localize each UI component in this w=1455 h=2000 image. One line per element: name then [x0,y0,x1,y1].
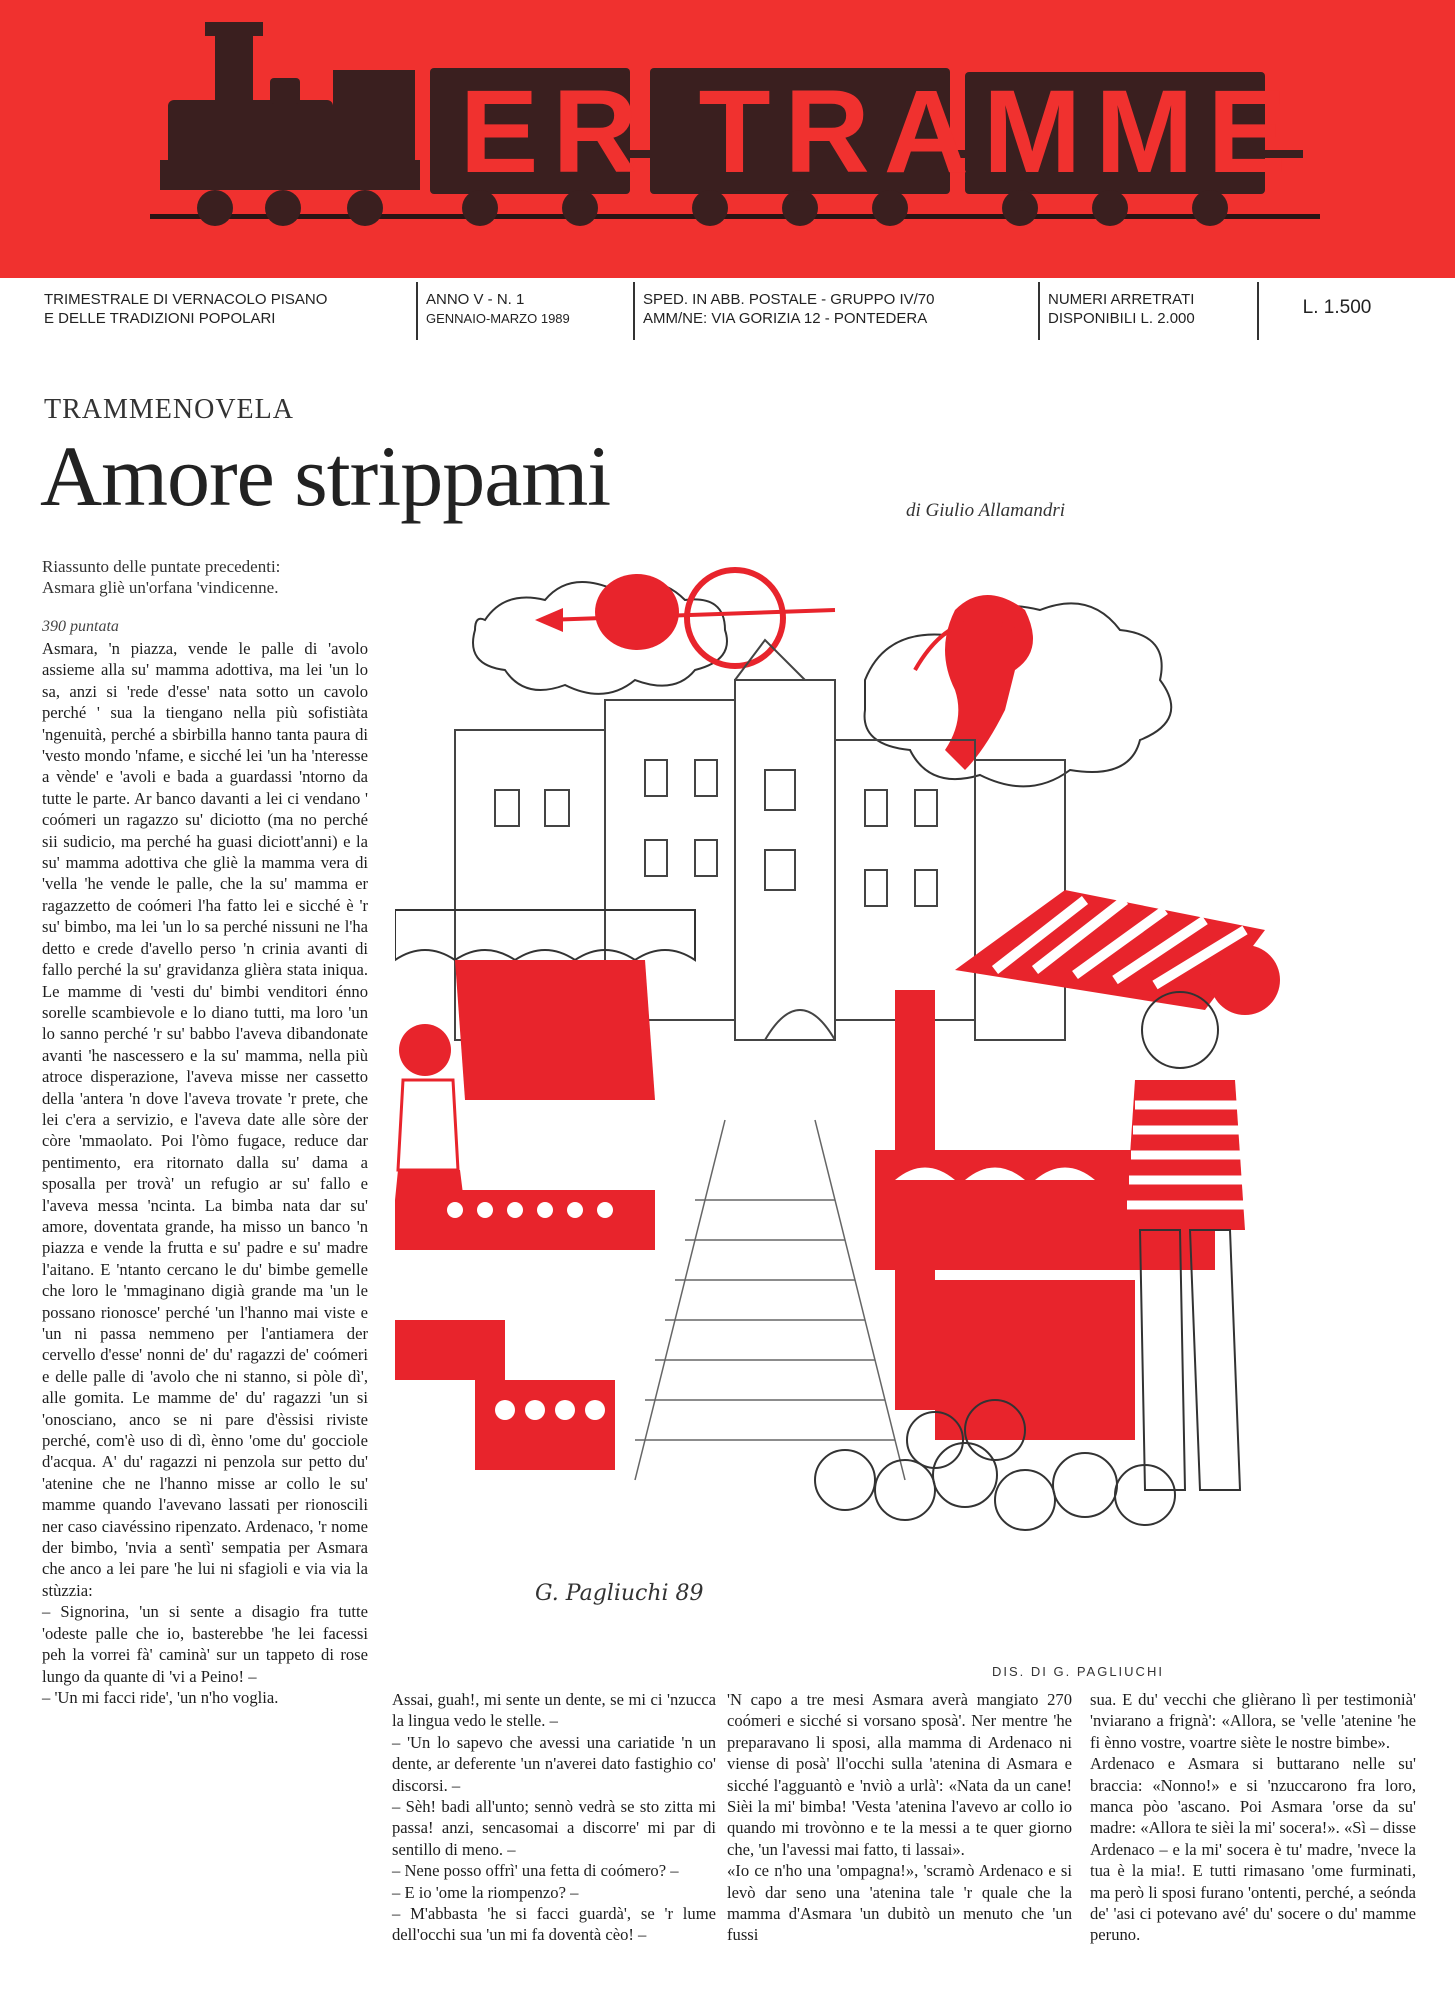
info-issue: ANNO V - N. 1 GENNAIO-MARZO 1989 [418,282,635,340]
locomotive-icon [160,22,420,226]
episode-number: 390 puntata [42,618,119,635]
article-summary: Riassunto delle puntate precedenti: Asmara gliè un'orfana 'vindicenne. [42,557,281,597]
article-column-2: Assai, guah!, mi sente un dente, se mi ci 'nzucca la lingua vedo le stelle. – – 'Un lo sapevo che avessi una cariatide 'n un dente, ar deferente 'un n'averei dato fastighio co' discorsi. – – Sèh! badi all'unto; sennò vedrà se sto zitta mi passa! anzi, sencasomai a discorre' mi par di sentillo di meno. – – Nene posso offrì' una fetta di coómero? – – E io 'ome la riompenzo? – – M'abbasta 'he si facci guardà', se 'r lume dell'occhi sua 'un mi fa doventà cèo! – [392,1690,716,1945]
hamburger-icon [595,574,679,650]
svg-text:ER TRAMME: ER TRAMME [459,66,1301,198]
info-bar [40,282,1415,340]
svg-text:G. Pagliuchi 89: G. Pagliuchi 89 [535,1581,704,1606]
article-column-3: 'N capo a tre mesi Asmara averà mangiato 270 coómeri e sicché si vorsano sposà'. Ner mentre 'he preparavano li sposi, alla mamma di Ardenaco ni viense di posà' ll'occhi sulla 'atenina di Asmara e sicché l'agguantò e 'nviò a urlà': «Nata da un cane! Sièi la mi' bimba! 'Vesta 'atenina l'avevo ar collo io quando mi trovònno e te la messi a te quer giorno che, 'un l'avessi mai fatto, ti lassai». «Io ce n'ho una 'ompagna!», 'scramò Ardenaco e si levò dar seno una 'atenina tale 'r quale che la mamma d'Asmara 'un dubitò un menuto che 'un fussi [727,1690,1072,1945]
article-byline: di Giulio Allamandri [906,500,1066,521]
article-column-1: Asmara, 'n piazza, vende le palle di 'avolo assieme alla su' mamma adottiva, ma lei 'un lo sa, anzi si 'rede d'esse' nata sotto un cavolo perché ' sua la tiengano nella più sofistiàta 'ngenuità, perché a sbirbilla hanno tanta paura di 'vesto mondo 'nfame, e sicché lei 'un ha 'nteresse a vènde' e 'avoli e bada a guardassi 'ntorno da tutte le parte. Ar banco davanti a lei ci vendano ' coómeri un ragazzo su' diciotto (ma no perché sii sudicio, ma perché ha guasi diciott'anni) e la su' mamma adottiva che gliè la mamma vera di 'vella 'he vende le palle, che la su' mamma er ragazzetto de coómeri l'ha fatto lei e sicché è 'r su' bimbo, ma lei 'un lo sa perché nissuni ne l'ha detto e crede d'avello perso 'n crinia avanti di fallo perché la su' gravidanza glièra stata iniqua. Le mamme di 'vesti du' bimbi venditori énno sorelle scambievole e lo diano tutti, ma loro 'un lo sanno perché 'r su' babbo l'aveva dibandonate avanti 'he nascessero e la su' mamma, nella più atroce disperazione, l'aveva misse ner cassetto della 'antera 'n dove l'aveva trovate 'r prete, che lei c'era a servizio, e l'aveva date alle sòre der còre 'mmaolato. Poi l'òmo fugace, reduce dar pentimento, era ritornato dalla su' dama a sposalla per trovà' un refugio ar su' fallo e l'aveva messa 'ncinta. La bimba nata dar su' amore, doventata grande, ha misso un banco 'n piazza e vende la frutta e su' padre e su' madre l'aitano. E 'ntanto cercano le du' bimbe gemelle che loro le 'mmaginano digià grande ma 'un le possano rionosce' perché 'un l'hanno mai viste e 'un ni passa nemmeno per l'antiamera der cervello d'esse' nonni de' du' ragazzi de' coómeri e delle palle di 'avolo che ni stanno, si pòle dì', alle gomita. Le mamme de' du' ragazzi 'un si 'onosciano, anco se ni pare d'èssisi riviste perché, com'è uso di dì, ènno 'ome du' gocciole d'acqua. A' du' ragazzi ni penzola sur petto du' 'atenine che ne l'hanno misse ar collo le su' mamme quando l'avevano lassati per rionoscili ner caso ciavéssino ripenzato. Ardenaco, 'r nome der bimbo, 'nvia a sentì' sempatia per Asmara che anco a lei pare 'he lui ni sfagioli e via via la stùzzia: – Signorina, 'un si sente a disagio fra tutte 'odeste palle che io, basterebbe 'he lei facessi peh la vorrei fà' caminà' sur un tappeto di rose lungo da quante di 'vi a Peino! – – 'Un mi facci ride', 'un n'ho voglia. [42,639,368,1707]
illustration-credit: DIS. DI G. PAGLIUCHI [992,1664,1164,1679]
article-column-4: sua. E du' vecchi che glièrano lì per testimonià' 'nviarano a frignà': «Allora, se 'velle 'atenine 'he fi ènno vostre, voartre siète le nostre bimbe». Ardenaco e Asmara si buttarano nelle su' braccia: «Nonno!» e si 'nzuccarono fra loro, manca pòo 'ascano. Poi Asmara 'orse da su' madre: «Allora te sièi la mi' socera!». «Sì – disse Ardenaco – e la mi' socera è tu' madre, 'nvece la tua è la mia!. E tutti rimasano 'ome furminati, ma però li sposi furano 'ontenti, perché, a seónda de' 'asi ci potevano avé' du' socere o du' mamme peruno. [1090,1690,1416,1945]
info-price: L. 1.500 [1302,297,1372,318]
market-illustration [395,560,1420,1675]
masthead-logo [0,0,1455,278]
info-periodical: TRIMESTRALE DI VERNACOLO PISANO E DELLE TRADIZIONI POPOLARI [40,282,418,340]
article-title: Amore strippami [40,428,611,524]
orange-icon [687,570,783,666]
info-back-issues: NUMERI ARRETRATI DISPONIBILI L. 2.000 [1040,282,1259,340]
masthead [0,0,1455,278]
info-postal: SPED. IN ABB. POSTALE - GRUPPO IV/70 AMM/NE: VIA GORIZIA 12 - PONTEDERA [635,282,1040,340]
vendor-boy-figure [1125,945,1280,1490]
section-kicker: TRAMMENOVELA [44,394,294,425]
